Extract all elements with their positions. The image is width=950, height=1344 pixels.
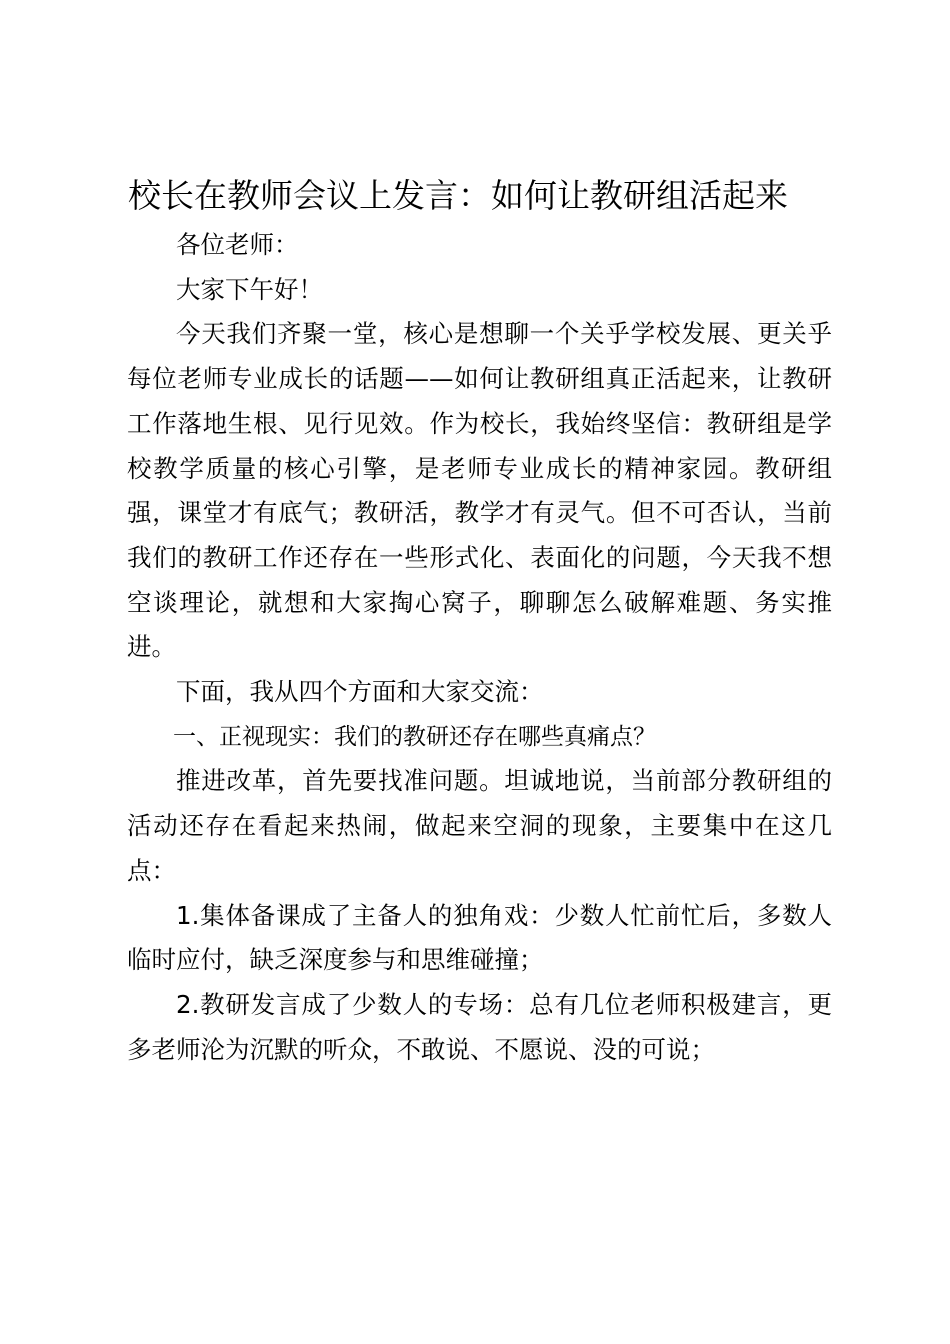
document-title: 校长在教师会议上发言：如何让教研组活起来 bbox=[128, 176, 788, 215]
intro-paragraph: 今天我们齐聚一堂，核心是想聊一个关乎学校发展、更关乎每位老师专业成长的话题——如何让教研组真正活起来，让教研工作落地生根、见行见效。作为校长，我始终坚信：教研组是学校教学质量的核心引擎，是老师专业成长的精神家园。教研组强，课堂才有底气；教研活，教学才有灵气。但不可否认，当前我们的教研工作还存在一些形式化、表面化的问题，今天我不想空谈理论，就想和大家掏心窝子，聊聊怎么破解难题、务实推进。 bbox=[127, 319, 832, 662]
outline-paragraph: 下面，我从四个方面和大家交流： bbox=[176, 677, 544, 707]
section-heading: 一、正视现实：我们的教研还存在哪些真痛点？ bbox=[173, 723, 656, 750]
point-2-paragraph: 2.教研发言成了少数人的专场：总有几位老师积极建言，更多老师沦为沉默的听众，不敢说、不愿说、没的可说； bbox=[127, 989, 832, 1064]
document-body bbox=[127, 223, 832, 1072]
greeting: 大家下午好！ bbox=[176, 274, 323, 304]
problem-paragraph: 推进改革，首先要找准问题。坦诚地说，当前部分教研组的活动还存在看起来热闹，做起来空洞的现象，主要集中在这几点： bbox=[127, 766, 832, 885]
salutation: 各位老师： bbox=[176, 230, 299, 259]
point-1-paragraph: 1.集体备课成了主备人的独角戏：少数人忙前忙后，多数人临时应付，缺乏深度参与和思维碰撞； bbox=[127, 900, 832, 975]
